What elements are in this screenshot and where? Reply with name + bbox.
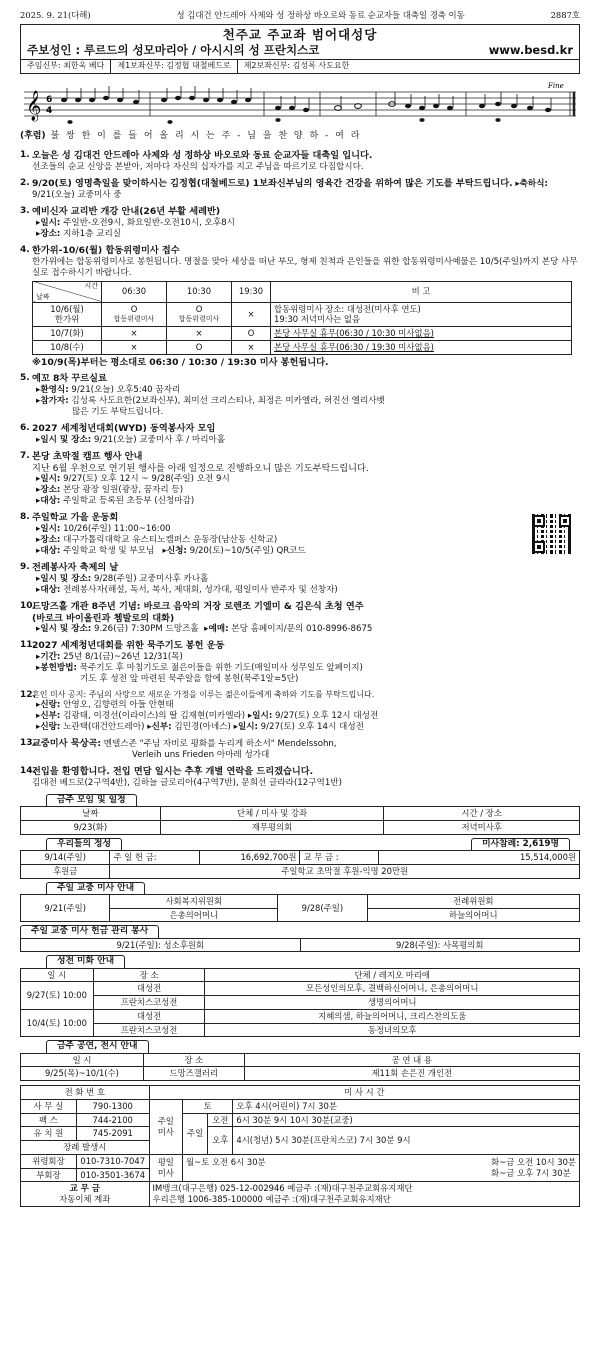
mass-duty-tab: 주일 교중 미사 안내	[46, 882, 145, 894]
announcement-13: 13. 교중미사 묵상곡: 멘델스존 "주님 자비로 평화를 누리게 하소서" Mendelssohn, Verleih uns Frieden 아마레 성가대	[20, 738, 337, 761]
refrain-label: (후렴)	[20, 130, 46, 141]
staff-row	[21, 59, 579, 72]
refrain-text: 불 쌍 한 이 를 들 어 올 리 시 는 주 - 님 을 찬 양 하 - 여 라	[50, 130, 362, 141]
requiem-row: 10/6(월) 한가위 O 합동위령미사 O 합동위령미사 × 합동위령미사 장소: 대성전(미사후 연도) 19:30 저녁미사는 없음	[33, 302, 572, 327]
svg-text:Fine: Fine	[548, 81, 564, 90]
announcement-10: 10. 드망즈홀 개관 8주년 기념: 바로크 음악의 거장 로렌조 기엘미 & 김은식 초청 연주 (바로크 바이올린과 쳄발로의 대화) ▸일시 및 장소: 9.26(금) 7:30PM 드망즈홀 ▸예매: 본당 홈페이지/문의 010-8996-8675	[20, 600, 373, 635]
svg-text:4: 4	[46, 105, 53, 116]
sheet-music-icon	[20, 80, 580, 130]
attendance-count: 미사참례: 2,619명	[471, 838, 570, 850]
mass-duty-table: 9/21(주일) 사회복지위원회 9/28(주일) 전례위원회 은총의어머니 하늘의어머니	[20, 894, 580, 923]
issue-date: 2025. 9. 21(다해)	[20, 10, 91, 20]
announcement-list	[20, 150, 580, 789]
offering-tab: 우리들의 정성	[46, 838, 122, 850]
contact-mass-table: 전 화 번 호 미 사 시 간 사 무 실 790-1300 주일 미사 토 오후 4시(어린이) 7시 30분 팩 스 744-2100 주일 오전 6시 30분 9시 10시 30분(교중) 유 치 원 745-2091 오후 4시(청년) 5시 30분(프란치스코) 7시 30분 9시 장례 발생시 위령회장 010-7310-7047 평일 미사 월~토 오전 6시 30분 화~금 오전 10시 30분 화~금 오후 7시 30분 부회장 010-3501-3674 교 무 금 자동이체 계좌 IM뱅크(대구은행) 025-12-002946 예금주 :(재)대구천주교회유지재단 우리은행 1006-385-100000 예금주 :(재)대구천주교회유지재단	[20, 1085, 580, 1207]
funeral-phone-2[interactable]: 010-3501-3674	[76, 1168, 149, 1182]
exhibit-table: 일 시 장 소 공 연 내 용 9/25(목)~10/1(수) 드망즈갤러리 제11회 손은진 개인전	[20, 1053, 580, 1082]
announcement-14: 14. 전입을 환영합니다. 전입 면담 일시는 추후 개별 연락을 드리겠습니다. 김대전 베드로(2구역4반), 김하늘 글로리아(4구역7반), 문희선 글라라(12구역1반)	[20, 766, 342, 789]
table-row: 10/4(토) 10:00 대성전 지혜의샘, 하늘의어머니, 크리스찬의도움	[21, 1009, 580, 1023]
music-staff	[20, 80, 580, 130]
collection-duty-table: 9/21(주일): 성소후원회 9/28(주일): 사목평의회	[20, 938, 580, 953]
announcement-12: 12. 혼인 미사 공지: 주님의 사랑으로 새로운 가정을 이루는 젊은이들에게 축하와 기도를 부탁드립니다. ▸신랑: 안영오, 김향련의 아들 안현태 ▸신부: 김광태, 이경선(이라이스)의 딸 김재현(미카엘라) ▸일시: 9/27(토) 오후 12시 대성전 ▸신랑: 노관택(대건안드레아) ▸신부: 김민경(아녜스) ▸일시: 9/27(토) 오후 14시 대성전	[20, 690, 379, 733]
requiem-row: 10/8(수) × O × 본당 사무실 휴무(06:30 / 19:30 미사없음)	[33, 340, 572, 354]
pastor: 주임신부: 최한욱 베다	[21, 60, 111, 72]
svg-text:6: 6	[46, 94, 53, 105]
announcement-8: 8. 주일학교 가을 운동회 ▸일시: 10/26(주일) 11:00~16:00 ▸장소: 대구가톨릭대학교 유스티노캠퍼스 운동장(남산동 신학교) ▸대상: 주일학교 학생 및 부모님 ▸신청: 9/20(토)~10/5(주일) QR코드	[20, 512, 580, 557]
table-row: 9/27(토) 10:00 대성전 모든성인의모후, 결백하신어머니, 은총의어머니	[21, 982, 580, 996]
bulletin-page	[20, 0, 580, 1207]
announcement-6: 6. 2027 세계청년대회(WYD) 동역봉사자 모임 ▸일시 및 장소: 9/21(오늘) 교중미사 후 / 마리아홀	[20, 423, 226, 445]
cleaning-tab: 성전 미화 안내	[46, 955, 125, 967]
weekly-schedule-tab: 금주 모임 및 일정	[46, 794, 137, 806]
occasion-text: 성 김대건 안드레아 사제와 성 정하상 바오로와 동료 순교자들 대축일 경축 이동	[176, 10, 465, 20]
cleaning-table: 일 시 장 소 단체 / 레지오 마리애 9/27(토) 10:00 대성전 모든성인의모후, 결백하신어머니, 은총의어머니 프란치스코성전 생명의어머니 10/4(토) 10:00 대성전 지혜의샘, 하늘의어머니, 크리스찬의도움 프란치스코성전 동정녀의모후	[20, 968, 580, 1038]
issue-number: 2887호	[550, 10, 580, 20]
svg-text:𝄞: 𝄞	[26, 90, 42, 121]
table-row: 프란치스코성전 생명의어머니	[21, 996, 580, 1010]
announcement-7: 7. 본당 초막절 캠프 행사 안내 지난 6월 우천으로 연기된 행사를 아래 일정으로 진행하오니 많은 기도부탁드립니다. ▸일시: 9/27(토) 오후 12시 ~ 9/28(주일) 오전 9시 ▸장소: 본당 광장 일원(광장, 꿈자리 등) ▸대상: 주일학교 등록된 초등부 (신청마감)	[20, 450, 369, 507]
requiem-corner-cell: 시간 날짜	[33, 281, 102, 302]
announcement-5: 5. 예꼬 8차 꾸르실료 ▸환영식: 9/21(오늘) 오후5:40 꿈자리 ▸참가자: 김성록 사도요한(2보좌신부), 최미선 크리스티나, 최정은 미카엘라, 허진선 엘리사벳 많은 기도 부탁드립니다.	[20, 373, 385, 418]
top-line	[20, 10, 580, 21]
requiem-row: 10/7(화) × × O 본당 사무실 휴무(06:30 / 10:30 미사없음)	[33, 327, 572, 341]
patron-saints: 주보성인 : 루르드의 성모마리아 / 아시시의 성 프란치스코	[27, 42, 320, 57]
announcement-1: 1. 오늘은 성 김대건 안드레아 사제와 성 정하상 바오로와 동료 순교자들 대축일 입니다. 선조들의 순교 신앙을 본받아, 저마다 자신의 십자가를 지고 주님을 따르기로 다짐합시다.	[20, 150, 373, 172]
qr-code-icon[interactable]	[532, 514, 572, 554]
collection-duty-tab: 주일 교중 미사 헌금 관리 봉사	[20, 925, 159, 937]
table-row: 9/25(목)~10/1(수) 드망즈갤러리 제11회 손은진 개인전	[21, 1067, 580, 1081]
website-link[interactable]: www.besd.kr	[488, 42, 573, 57]
weekly-schedule-table: 날짜 단체 / 미사 및 강좌 시간 / 장소 9/23(화) 재무평의회 저녁미사후	[20, 806, 580, 835]
offering-table: 9/14(주일) 주 일 헌 금: 16,692,700원 교 무 금 : 15,514,000원 후원금 주일학교 초막절 후원-익명 20만원	[20, 850, 580, 879]
requiem-note: ※10/9(목)부터는 평소대로 06:30 / 10:30 / 19:30 미사 봉헌됩니다.	[32, 356, 329, 368]
funeral-phone-1[interactable]: 010-7310-7047	[76, 1154, 149, 1168]
announcement-3: 3. 예비신자 교리반 개강 안내(26년 부활 세례반) ▸일시: 주일반-오전9시, 화요일반-오전10시, 오후8시 ▸장소: 지하1층 교리실	[20, 205, 235, 239]
announcement-4: 4. 한가위-10/6(월) 합동위령미사 접수 한가위에는 합동위령미사로 봉헌됩니다. 명절을 맞아 세상을 떠난 부모, 형제 친척과 은인들을 위한 합동위령미사예물은 10/5(주일)까지 본당 사무실로 접수하시기 바랍니다. 시간 날짜 06:30 10:30 19:30 비 고 10/6(월) 한가위 O 합동위령미사 O 합동위령미사 × 합동위령미사 장소: 대성전(미사후 연도) 19:30 저녁미사는 없음 10/7(화) × × O 본당 사무실 휴무(06:30 / 10:30 미사없음) 10/8(수) × O × 본당 사무실 휴무(06:30 / 19:30 미사없음) ※10/9(목)부터는 평소대로 06:30 / 10:30 / 19:30 미사 봉헌됩니다.	[20, 245, 580, 369]
refrain-lyrics	[20, 131, 580, 143]
exhibit-tab: 금주 공연, 전시 안내	[46, 1040, 149, 1052]
assistant-2: 제2보좌신부: 김성록 사도요한	[243, 61, 350, 71]
masthead	[20, 24, 580, 74]
table-row: 9/23(화) 재무평의회 저녁미사후	[21, 821, 580, 835]
table-row: 프란치스코성전 동정녀의모후	[21, 1023, 580, 1037]
requiem-mass-table: 시간 날짜 06:30 10:30 19:30 비 고 10/6(월) 한가위 O 합동위령미사 O 합동위령미사 × 합동위령미사 장소: 대성전(미사후 연도) 19:30 저녁미사는 없음 10/7(화) × × O 본당 사무실 휴무(06:30 / 10:30 미사없음) 10/8(수) × O × 본당 사무실 휴무(06:30 / 19:30 미사없음)	[32, 281, 572, 355]
assistant-1: 제1보좌신부: 김정협 대철베드로	[111, 60, 237, 72]
patron-line	[21, 43, 579, 60]
announcement-2: 2. 9/20(토) 영명축일을 맞이하시는 김정협(대철베드로) 1보좌신부님의 영육간 건강을 위하여 많은 기도를 부탁드립니다. ▸축하식: 9/21(오늘) 교중미사 중	[20, 177, 548, 200]
announcement-11: 11. 2027 세계청년대회를 위한 묵주기도 봉헌 운동 ▸기간: 25년 8/1(금)~26년 12/31(목) ▸봉헌방법: 묵주기도 후 마침기도로 젊은이들을 위한 기도(매일미사 성무일도 앞페이지) 기도 후 성전 앞 마련된 묵주알을 함에 봉헌(묵주1알=5단)	[20, 640, 363, 685]
announcement-9: 9. 전례봉사자 축제의 날 ▸일시 및 장소: 9/28(주일) 교중미사후 카나홀 ▸대상: 전례봉사자(해설, 독서, 복사, 제대회, 성가대, 평일미사 반주자 및 선창자)	[20, 562, 338, 595]
parish-name: 천주교 주교좌 범어대성당	[222, 26, 378, 42]
